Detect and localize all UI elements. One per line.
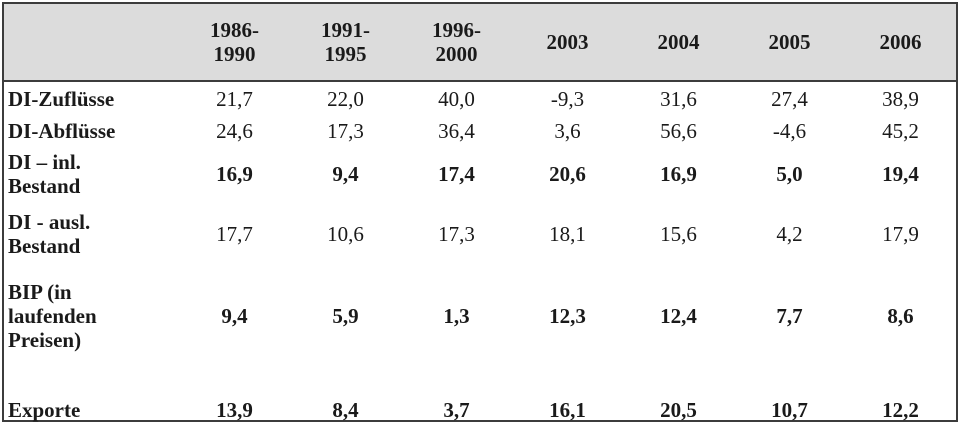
table-cell: 16,1 [549, 398, 586, 422]
table-cell: 7,7 [776, 304, 803, 328]
table-cell: 5,0 [776, 162, 803, 186]
table-cell: 56,6 [660, 119, 697, 143]
table-cell: 15,6 [660, 222, 697, 246]
table-row [4, 266, 956, 366]
table-cell: 20,6 [549, 162, 586, 186]
column-header: 2006 [845, 4, 956, 81]
table-cell: 10,7 [771, 398, 808, 422]
table-cell: 1,3 [443, 304, 470, 328]
table-cell: 17,9 [882, 222, 919, 246]
table-cell: 12,3 [549, 304, 586, 328]
table-cell: 22,0 [327, 87, 364, 111]
row-label: DI-Abflüsse [8, 119, 116, 143]
table-cell: 24,6 [216, 119, 253, 143]
table-cell: 12,4 [660, 304, 697, 328]
column-header: 1991- 1995 [290, 4, 401, 81]
table-cell: 18,1 [549, 222, 586, 246]
table-cell: 16,9 [216, 162, 253, 186]
table-cell: 5,9 [332, 304, 359, 328]
column-header: 1996- 2000 [401, 4, 512, 81]
table-cell: 12,2 [882, 398, 919, 422]
row-label: BIP (in laufenden Preisen) [8, 280, 97, 352]
table-row [4, 202, 956, 266]
table-cell: 16,9 [660, 162, 697, 186]
table-cell: 21,7 [216, 87, 253, 111]
table-cell: 31,6 [660, 87, 697, 111]
table-cell: 10,6 [327, 222, 364, 246]
table-cell: 9,4 [221, 304, 248, 328]
column-header: 2005 [734, 4, 845, 81]
column-header: 2003 [512, 4, 623, 81]
data-table-frame [2, 2, 958, 422]
table-cell: 13,9 [216, 398, 253, 422]
table-cell: 8,6 [887, 304, 914, 328]
table-cell: 27,4 [771, 87, 808, 111]
row-label: DI-Zuflüsse [8, 87, 115, 111]
table-cell: 20,5 [660, 398, 697, 422]
column-header: 1986- 1990 [179, 4, 290, 81]
table-cell: 36,4 [438, 119, 475, 143]
header-corner-cell [4, 4, 179, 81]
table-cell: 17,7 [216, 222, 253, 246]
table-row [4, 146, 956, 202]
table-cell: 40,0 [438, 87, 475, 111]
data-table [4, 4, 956, 424]
table-cell: 8,4 [332, 398, 359, 422]
table-cell: -9,3 [550, 87, 585, 111]
table-cell: 17,4 [438, 162, 475, 186]
table-cell: 4,2 [776, 222, 803, 246]
row-label: Exporte [8, 398, 81, 422]
column-header: 2004 [623, 4, 734, 81]
row-label: DI - ausl. Bestand [8, 210, 91, 258]
table-row [4, 116, 956, 146]
table-cell: 17,3 [438, 222, 475, 246]
table-cell: 9,4 [332, 162, 359, 186]
table-cell: 3,7 [443, 398, 470, 422]
row-label: DI – inl. Bestand [8, 150, 81, 198]
table-cell: 45,2 [882, 119, 919, 143]
header-row [4, 4, 956, 81]
table-cell: 19,4 [882, 162, 919, 186]
table-row [4, 81, 956, 116]
table-row [4, 366, 956, 424]
table-cell: 3,6 [554, 119, 581, 143]
table-cell: 17,3 [327, 119, 364, 143]
table-cell: 38,9 [882, 87, 919, 111]
table-cell: -4,6 [772, 119, 807, 143]
